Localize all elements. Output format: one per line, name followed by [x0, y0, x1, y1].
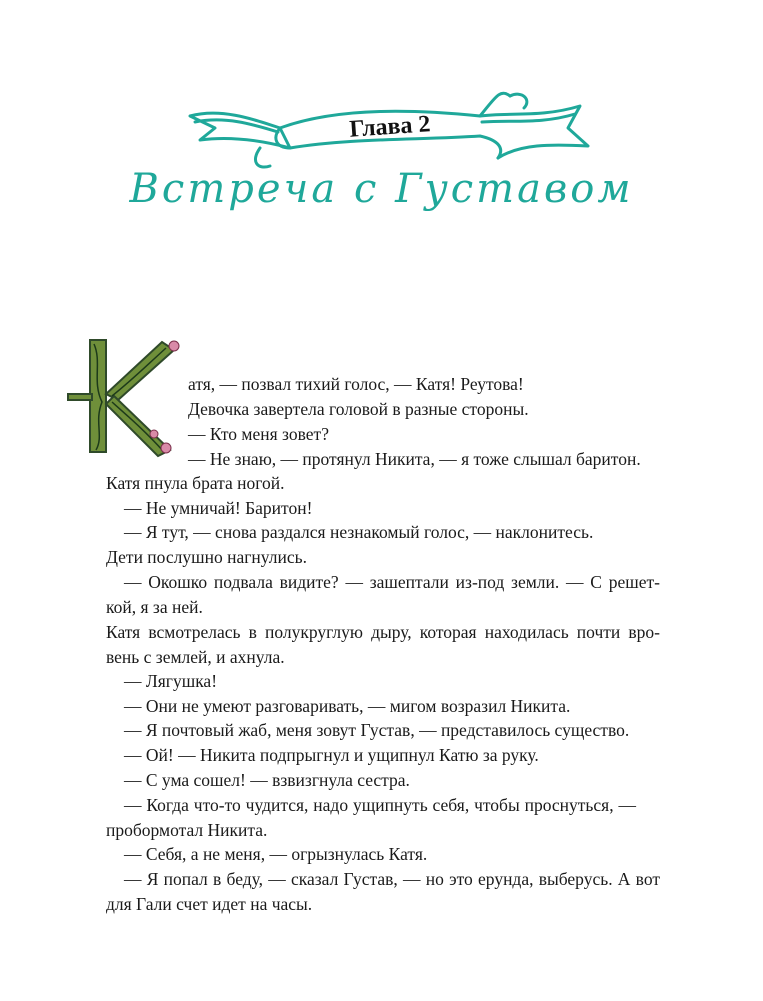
- text-line: — Ой! — Никита подпрыгнул и ущипнул Катю за руку.: [124, 745, 539, 765]
- text-line: — Окошко подвала видите? — зашептали из-под земли. — С решет-: [124, 572, 660, 592]
- text-line: кой, я за ней.: [106, 597, 203, 617]
- text-line: — Когда что-то чудится, надо ущипнуть себя, чтобы проснуться, —: [124, 795, 636, 815]
- text-line: — Себя, а не меня, — огрызнулась Катя.: [124, 844, 428, 864]
- text-line: Девочка завертела головой в разные стороны.: [188, 399, 529, 419]
- text-line: атя, — позвал тихий голос, — Катя! Реутова!: [188, 374, 524, 394]
- drop-cap-letter: [62, 332, 192, 462]
- text-line: — Я попал в беду, — сказал Густав, — но это ерунда, выберусь. А вот: [124, 869, 660, 889]
- text-line: — Они не умеют разговаривать, — мигом возразил Никита.: [124, 696, 571, 716]
- text-line: Катя всмотрелась в полукруглую дыру, которая находилась почти вро-: [106, 622, 660, 642]
- text-line: вень с землей, и ахнула.: [106, 647, 285, 667]
- text-line: — Я почтовый жаб, меня зовут Густав, — представилось существо.: [124, 720, 630, 740]
- text-line: — Я тут, — снова раздался незнакомый голос, — наклонитесь.: [124, 522, 594, 542]
- text-line: — Лягушка!: [124, 671, 218, 691]
- text-line: пробормотал Никита.: [106, 820, 268, 840]
- vine-drop-cap-icon: [62, 332, 192, 462]
- chapter-label: Глава 2: [348, 111, 432, 143]
- text-line: Катя пнула брата ногой.: [106, 473, 285, 493]
- text-line: — Не знаю, — протянул Никита, — я тоже слышал баритон.: [188, 449, 641, 469]
- text-line: Дети послушно нагнулись.: [106, 547, 307, 567]
- text-line: — Не умничай! Баритон!: [124, 498, 313, 518]
- text-line: для Гали счет идет на часы.: [106, 894, 313, 914]
- text-line: — Кто меня зовет?: [188, 424, 329, 444]
- chapter-banner: [180, 88, 600, 178]
- text-line: — С ума сошел! — взвизгнула сестра.: [124, 770, 410, 790]
- chapter-title: Встреча с Густавом: [129, 166, 634, 212]
